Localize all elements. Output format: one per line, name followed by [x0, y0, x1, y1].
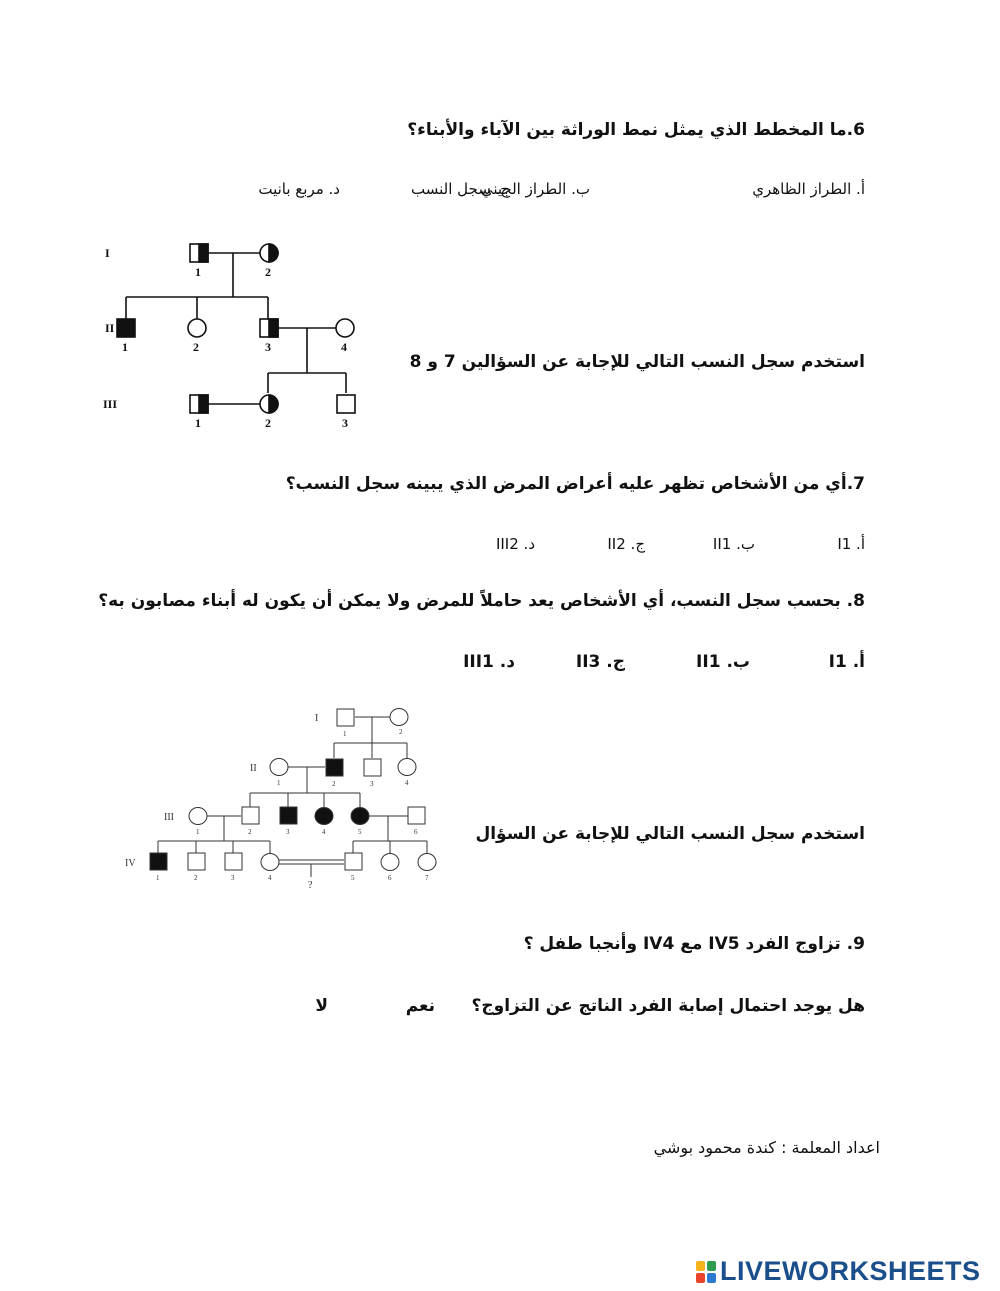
pedigree2-IV2	[188, 853, 205, 870]
pedigree2-II2	[326, 759, 343, 776]
q6-option-d[interactable]: د. مربع بانيت	[258, 180, 340, 198]
pedigree1-label: 4	[341, 340, 347, 354]
pedigree2-IV6	[381, 854, 399, 871]
pedigree2-gen-II: II	[250, 763, 257, 774]
pedigree2-label: 1	[277, 779, 281, 787]
pedigree2-gen-IV: IV	[125, 858, 136, 869]
pedigree2-instruction: استخدم سجل النسب التالي للإجابة عن السؤال	[475, 824, 865, 844]
pedigree2-label: 3	[231, 874, 235, 882]
q8-option-a[interactable]: أ. I1	[828, 652, 865, 672]
q9-question: 9. تزاوج الفرد IV5 مع IV4 وأنجبا طفل ؟	[523, 934, 865, 954]
pedigree2-label: 1	[196, 828, 200, 836]
pedigree1-instruction: استخدم سجل النسب التالي للإجابة عن السؤالين 7 و 8	[409, 352, 865, 372]
pedigree2-label: 4	[268, 874, 272, 882]
pedigree2-I2	[390, 709, 408, 726]
q9-option-no[interactable]: لا	[315, 996, 328, 1016]
q7-option-d[interactable]: د. III2	[495, 535, 535, 553]
pedigree2-label: 3	[286, 828, 290, 836]
q6-option-c[interactable]: ج. سجل النسب	[411, 180, 510, 198]
q8-option-c[interactable]: ج. II3	[575, 652, 625, 672]
pedigree1-gen-II: II	[105, 321, 115, 335]
pedigree1-II1	[117, 319, 135, 337]
q6-option-a[interactable]: أ. الطراز الظاهري	[752, 180, 865, 198]
pedigree2-label: 5	[351, 874, 355, 882]
pedigree2-III1	[189, 808, 207, 825]
pedigree2-IV5	[345, 853, 362, 870]
pedigree1-label: 2	[265, 416, 271, 430]
pedigree2-label: 7	[425, 874, 429, 882]
pedigree2-label: 5	[358, 828, 362, 836]
pedigree2-label: 1	[343, 730, 347, 738]
pedigree2-III5	[351, 808, 369, 825]
pedigree1-label: 2	[193, 340, 199, 354]
pedigree2-label: 6	[414, 828, 418, 836]
pedigree2-label: 2	[332, 780, 336, 788]
q8-option-b[interactable]: ب. II1	[696, 652, 750, 672]
pedigree1-label: 1	[195, 265, 201, 279]
q7-question: 7.أي من الأشخاص تظهر عليه أعراض المرض الذي يبينه سجل النسب؟	[285, 474, 865, 494]
pedigree2-unknown-child: ?	[308, 880, 313, 891]
liveworksheets-wordmark: LIVEWORKSHEETS	[720, 1256, 981, 1286]
author-credit: اعداد المعلمة : كندة محمود بوشي	[653, 1138, 880, 1157]
q7-option-a[interactable]: أ. I1	[837, 535, 865, 553]
pedigree2-label: 2	[399, 728, 403, 736]
pedigree2-III2	[242, 807, 259, 824]
pedigree2-IV4	[261, 854, 279, 871]
q6-option-b[interactable]: ب. الطراز الجيني	[480, 180, 590, 198]
pedigree1-label: 3	[265, 340, 271, 354]
pedigree2-IV3	[225, 853, 242, 870]
q9-sub-question: هل يوجد احتمال إصابة الفرد الناتج عن التزاوج؟	[471, 996, 865, 1016]
pedigree1-II2	[188, 319, 206, 337]
pedigree2-label: 4	[405, 779, 409, 787]
pedigree-chart-2	[120, 703, 455, 898]
liveworksheets-logo[interactable]	[695, 1256, 981, 1287]
pedigree1-II4	[336, 319, 354, 337]
pedigree-chart-1	[90, 235, 390, 435]
pedigree2-label: 6	[388, 874, 392, 882]
pedigree2-label: 2	[248, 828, 252, 836]
q8-question: 8. بحسب سجل النسب، أي الأشخاص يعد حاملاً للمرض ولا يمكن أن يكون له أبناء مصابون به؟	[98, 591, 865, 611]
pedigree2-IV7	[418, 854, 436, 871]
pedigree1-gen-I: I	[105, 246, 110, 260]
pedigree2-III6	[408, 807, 425, 824]
q6-question: 6.ما المخطط الذي يمثل نمط الوراثة بين الآباء والأبناء؟	[407, 120, 865, 140]
q7-option-c[interactable]: ج. II2	[607, 535, 645, 553]
liveworksheets-icon	[695, 1260, 717, 1284]
pedigree2-label: 4	[322, 828, 326, 836]
q7-option-b[interactable]: ب. II1	[712, 535, 755, 553]
pedigree2-II3	[364, 759, 381, 776]
pedigree2-II1	[270, 759, 288, 776]
pedigree2-III4	[315, 808, 333, 825]
pedigree2-I1	[337, 709, 354, 726]
pedigree2-IV1	[150, 853, 167, 870]
pedigree2-gen-III: III	[164, 812, 174, 823]
pedigree2-III3	[280, 807, 297, 824]
pedigree2-label: 3	[370, 780, 374, 788]
pedigree2-label: 1	[156, 874, 160, 882]
q9-option-yes[interactable]: نعم	[405, 996, 435, 1016]
pedigree2-II4	[398, 759, 416, 776]
q8-option-d[interactable]: د. III1	[463, 652, 515, 672]
pedigree2-gen-I: I	[315, 713, 319, 724]
pedigree1-label: 1	[122, 340, 128, 354]
pedigree1-label: 1	[195, 416, 201, 430]
pedigree2-label: 2	[194, 874, 198, 882]
pedigree1-label: 3	[342, 416, 348, 430]
pedigree1-label: 2	[265, 265, 271, 279]
pedigree1-III3	[337, 395, 355, 413]
pedigree1-gen-III: III	[103, 397, 118, 411]
